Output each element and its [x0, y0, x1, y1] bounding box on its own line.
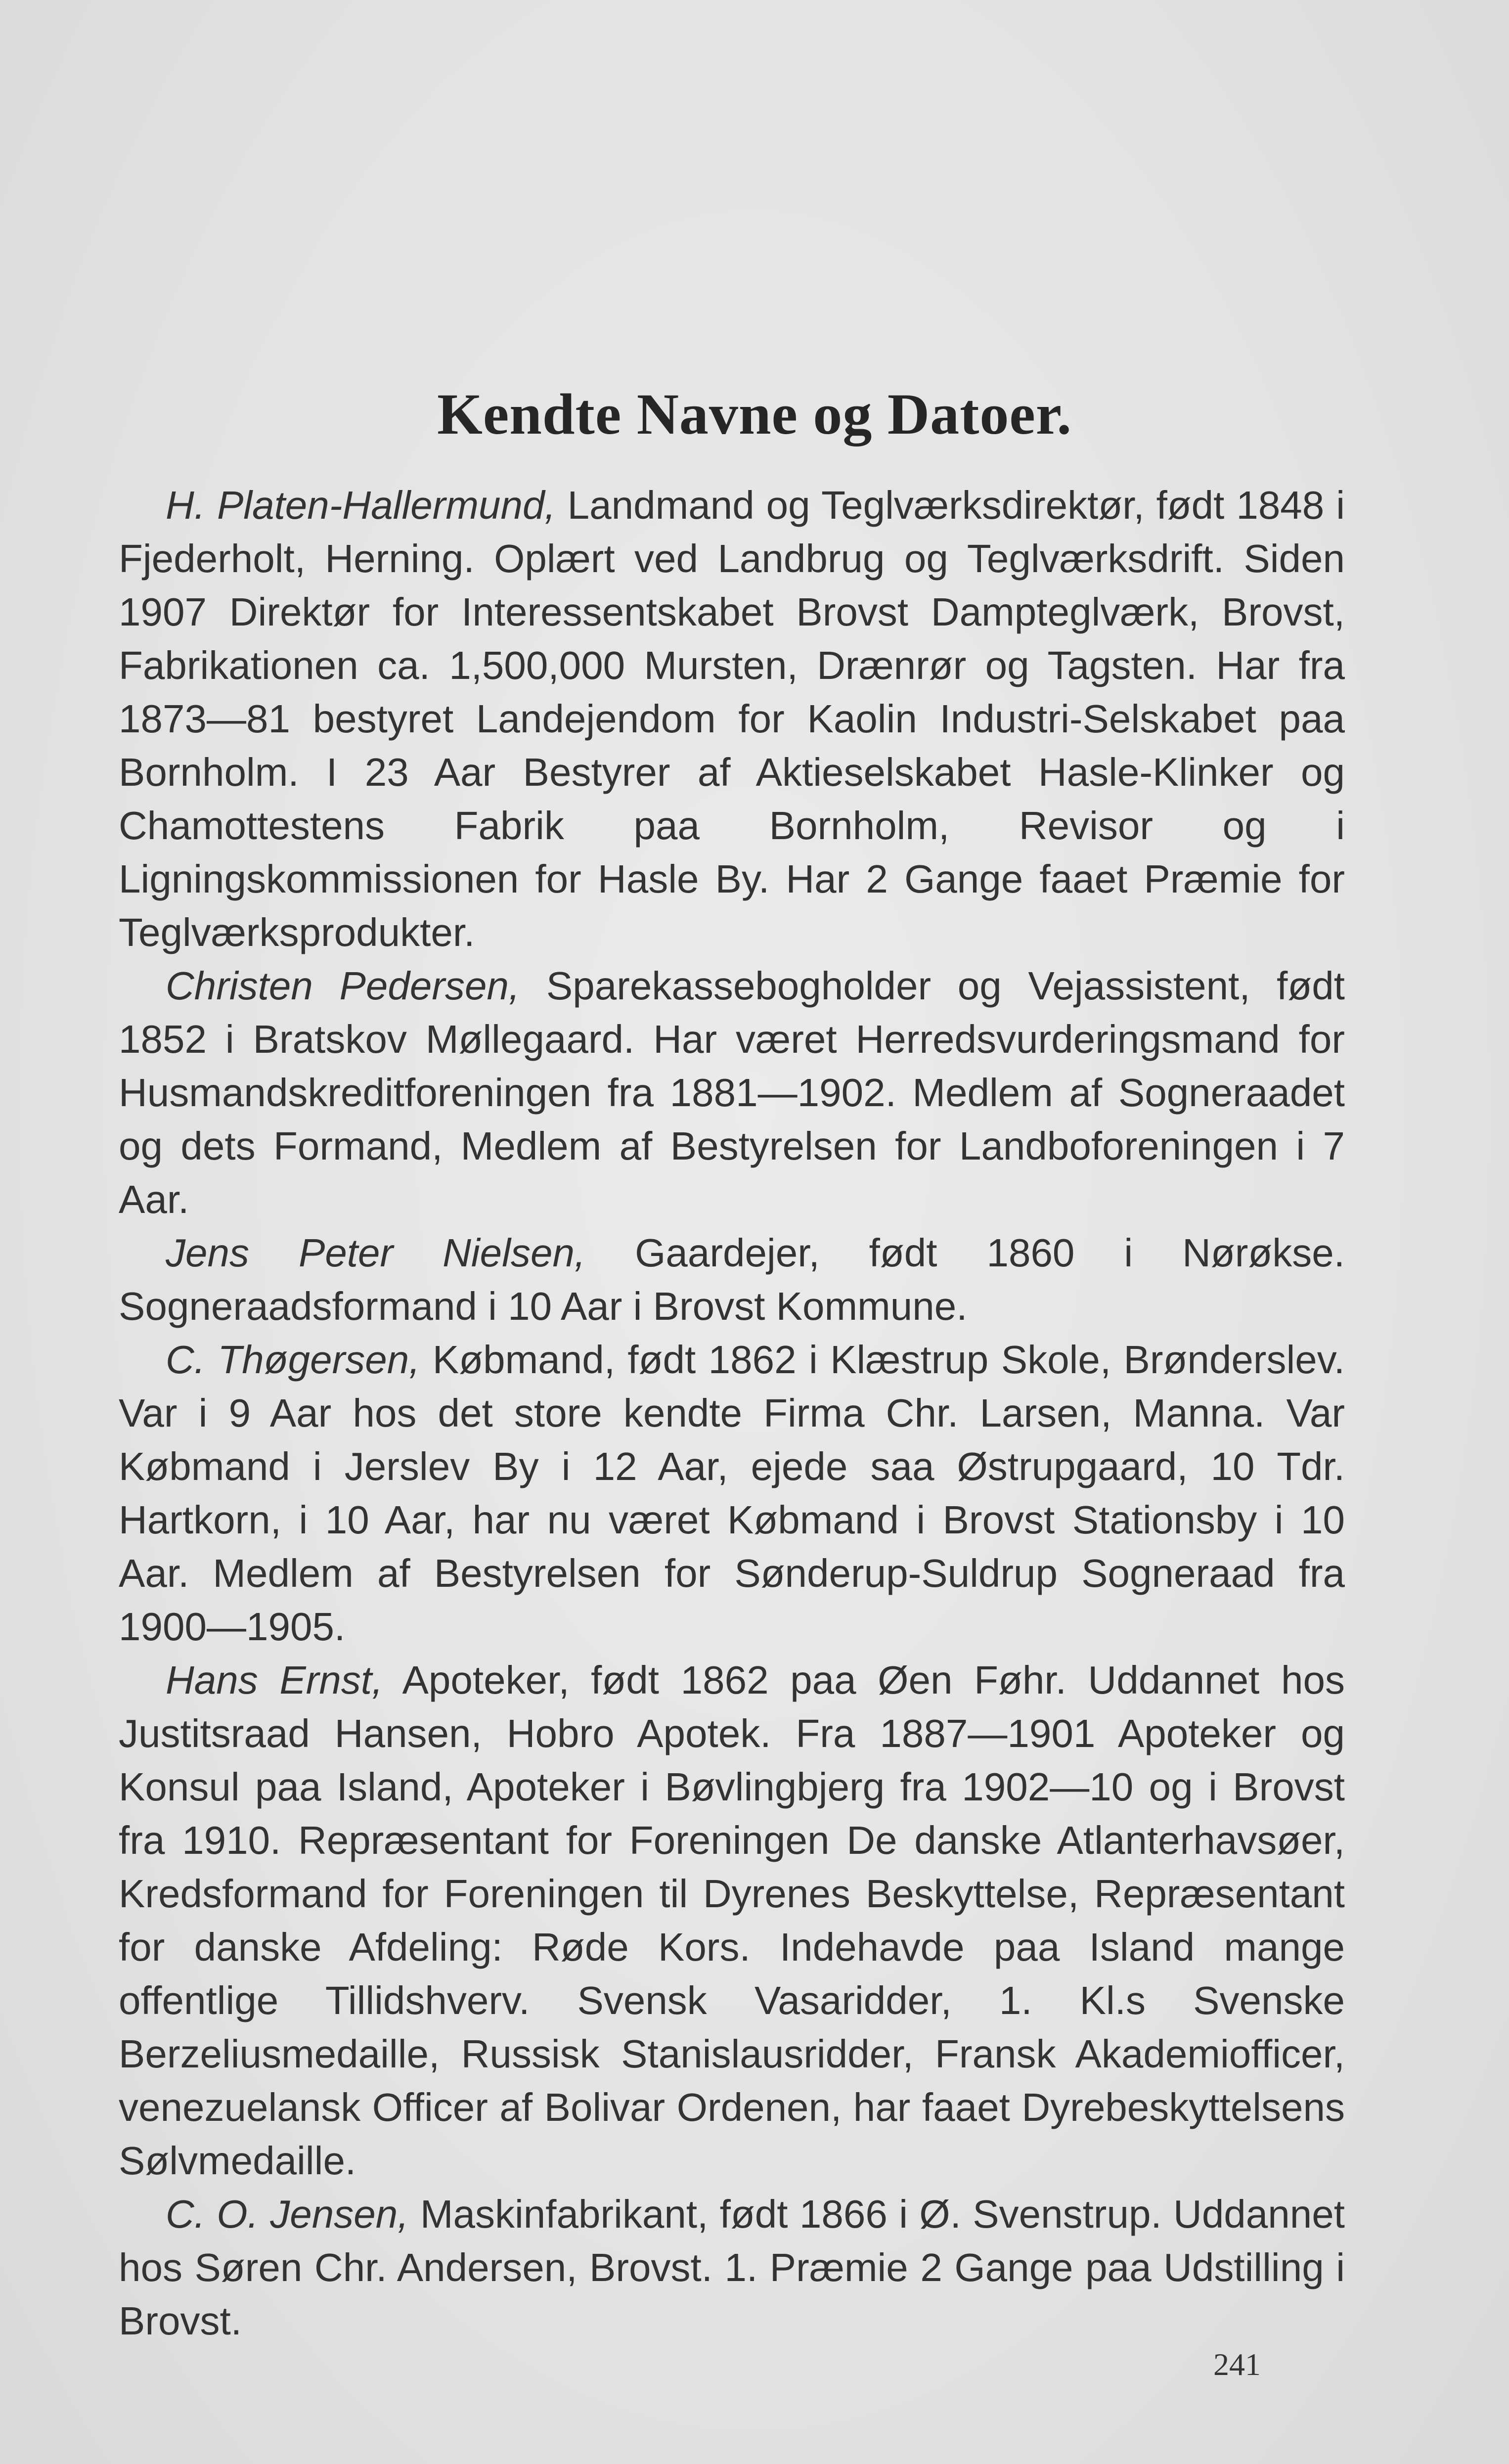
entry-c-o-jensen [119, 2188, 1345, 2348]
page-number: 241 [1213, 2347, 1261, 2382]
entry-name: C. O. Jensen, [166, 2192, 409, 2236]
entry-text: Købmand, født 1862 i Klæstrup Skole, Brønderslev. Var i 9 Aar hos det store kendte Firma Chr. Larsen, Manna. Var Købmand i Jerslev By i 12 Aar, ejede saa Østrupgaard, 10 Tdr. Hartkorn, i 10 Aar, har nu været Købmand i Brovst Stationsby i 10 Aar. Medlem af Bestyrelsen for Sønderup-Suldrup Sogneraad fra 1900—1905. [119, 1338, 1345, 1649]
entry-hans-ernst [119, 1654, 1345, 2188]
entry-text: Maskinfabrikant, født 1866 i Ø. Svenstrup. Uddannet hos Søren Chr. Andersen, Brovst. 1. Præmie 2 Gange paa Udstilling i Brovst. [119, 2192, 1345, 2343]
entry-text: Landmand og Teglværksdirektør, født 1848 i Fjederholt, Herning. Oplært ved Landbrug og Teglværksdrift. Siden 1907 Direktør for Interessentskabet Brovst Dampteglværk, Brovst, Fabrikationen ca. 1,500,000 Mursten, Drænrør og Tagsten. Har fra 1873—81 bestyret Landejendom for Kaolin Industri-Selskabet paa Bornholm. I 23 Aar Bestyrer af Aktieselskabet Hasle-Klinker og Chamottestens Fabrik paa Bornholm, Revisor og i Ligningskommissionen for Hasle By. Har 2 Gange faaet Præmie for Teglværksprodukter. [119, 483, 1345, 954]
entry-jens-peter-nielsen [119, 1226, 1345, 1333]
entry-name: Hans Ernst, [166, 1658, 383, 1702]
entry-text: Gaardejer, født 1860 i Nørøkse. Sogneraadsformand i 10 Aar i Brovst Kommune. [119, 1231, 1345, 1328]
entry-platen-hallermund [119, 479, 1345, 959]
entry-text: Apoteker, født 1862 paa Øen Føhr. Uddannet hos Justitsraad Hansen, Hobro Apotek. Fra 1887—1901 Apoteker og Konsul paa Island, Apoteker i Bøvlingbjerg fra 1902—10 og i Brovst fra 1910. Repræsentant for Foreningen De danske Atlanterhavsøer, Kredsformand for Foreningen til Dyrenes Beskyttelse, Repræsentant for danske Afdeling: Røde Kors. Indehavde paa Island mange offentlige Tillidshverv. Svensk Vasaridder, 1. Kl.s Svenske Berzeliusmedaille, Russisk Stanislausridder, Fransk Akademiofficer, venezuelansk Officer af Bolivar Ordenen, har faaet Dyrebeskyttelsens Sølvmedaille. [119, 1658, 1345, 2183]
entry-name: Jens Peter Nielsen, [166, 1231, 586, 1275]
entry-christen-pedersen [119, 959, 1345, 1226]
page-title: Kendte Navne og Datoer. [437, 382, 1072, 447]
entry-name: C. Thøgersen, [166, 1338, 420, 1382]
entry-name: H. Platen-Hallermund, [166, 483, 556, 527]
entry-name: Christen Pedersen, [166, 964, 520, 1008]
entry-text: Sparekassebogholder og Vejassistent, født 1852 i Bratskov Møllegaard. Har været Herredsvurderingsmand for Husmandskreditforeningen fra 1881—1902. Medlem af Sogneraadet og dets Formand, Medlem af Bestyrelsen for Landboforeningen i 7 Aar. [119, 964, 1345, 1221]
entry-c-thoegersen [119, 1333, 1345, 1654]
entries-list [119, 479, 1345, 2348]
